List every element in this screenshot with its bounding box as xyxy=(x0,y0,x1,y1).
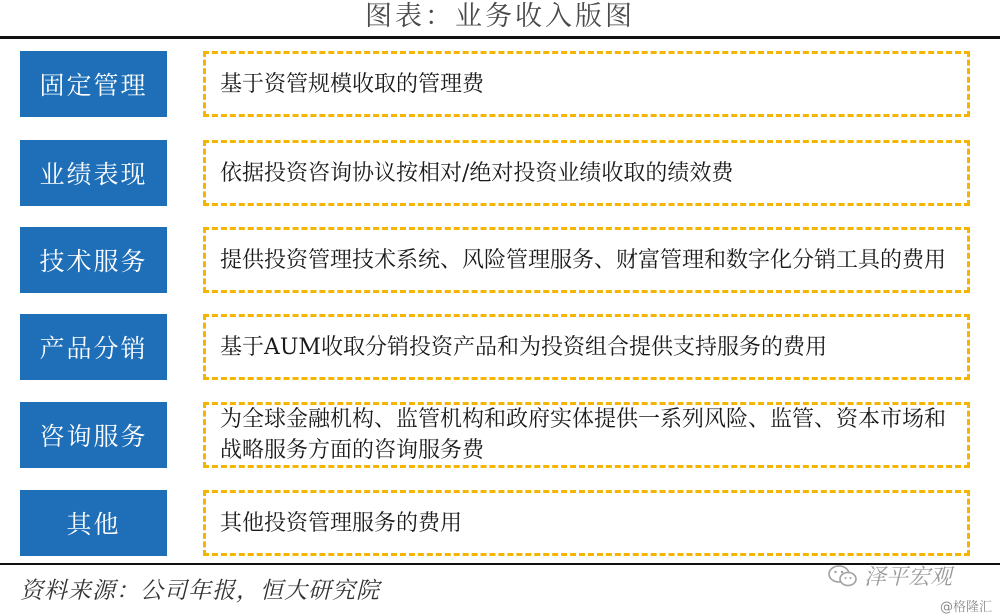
category-description: 为全球金融机构、监管机构和政府实体提供一系列风险、监管、资本市场和战略服务方面的咨询服务费 xyxy=(203,402,970,468)
category-description: 其他投资管理服务的费用 xyxy=(203,490,970,556)
category-label: 业绩表现 xyxy=(20,140,167,206)
category-description: 提供投资管理技术系统、风险管理服务、财富管理和数字化分销工具的费用 xyxy=(203,227,970,293)
category-description: 基于AUM收取分销投资产品和为投资组合提供支持服务的费用 xyxy=(203,314,970,380)
row-tech-services xyxy=(0,227,1000,293)
row-performance xyxy=(0,140,1000,206)
row-fixed-management xyxy=(0,51,1000,117)
category-label: 技术服务 xyxy=(20,227,167,293)
category-label: 咨询服务 xyxy=(20,402,167,468)
category-label: 产品分销 xyxy=(20,314,167,380)
row-advisory xyxy=(0,402,1000,468)
category-description: 基于资管规模收取的管理费 xyxy=(203,51,970,117)
watermark-text: 泽平宏观 xyxy=(864,565,953,590)
row-distribution xyxy=(0,314,1000,380)
row-other xyxy=(0,490,1000,556)
source-note: 资料来源：公司年报，恒大研究院 xyxy=(20,578,380,604)
figure-title: 图表：业务收入版图 xyxy=(365,1,635,32)
category-description: 依据投资咨询协议按相对/绝对投资业绩收取的绩效费 xyxy=(203,140,970,206)
wechat-icon xyxy=(828,564,858,588)
watermark-secondary: @格隆汇 xyxy=(939,600,992,615)
top-rule xyxy=(0,36,1000,39)
category-label: 固定管理 xyxy=(20,51,167,117)
watermark xyxy=(828,560,952,591)
category-label: 其他 xyxy=(20,490,167,556)
